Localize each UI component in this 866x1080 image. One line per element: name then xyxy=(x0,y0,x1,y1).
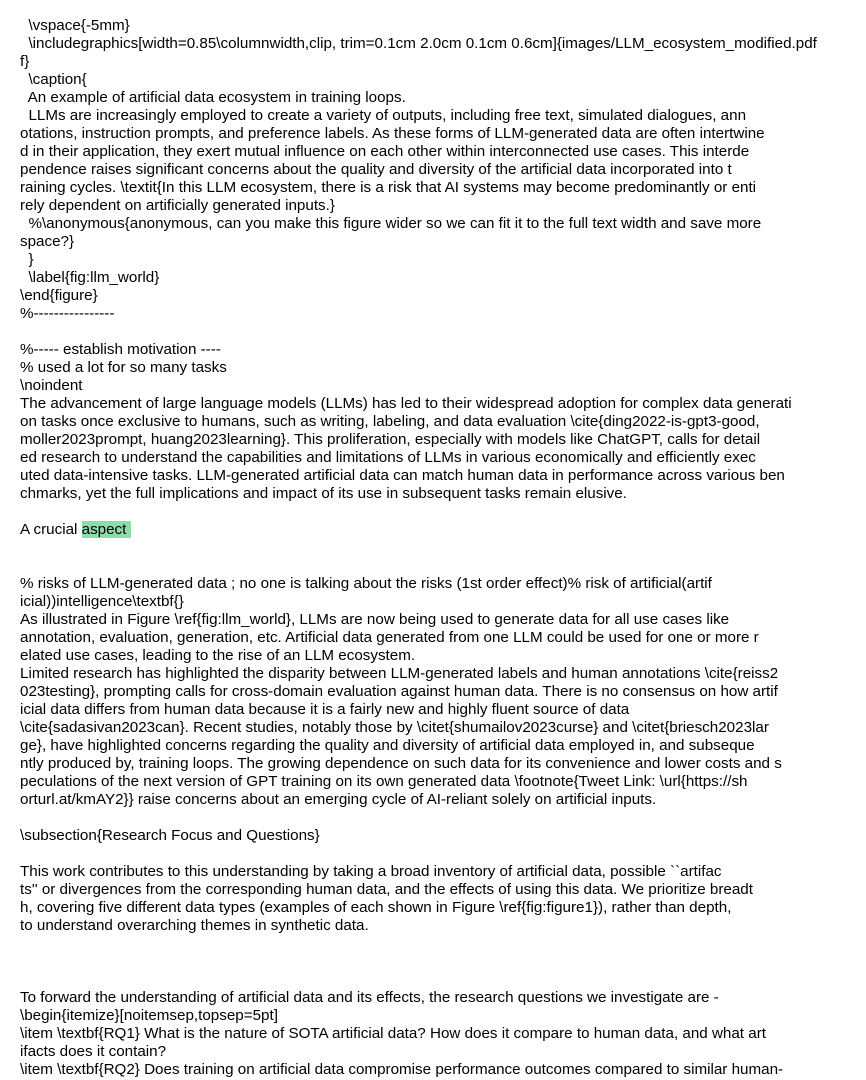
text-line[interactable] xyxy=(20,539,866,557)
text-line[interactable]: \label{fig:llm_world} xyxy=(20,269,160,286)
text-line[interactable]: \subsection{Research Focus and Questions} xyxy=(20,827,320,844)
text-line[interactable]: \end{figure} xyxy=(20,287,98,304)
text-line[interactable]: d in their application, they exert mutual influence on each other within interconnected use cases. This interde xyxy=(20,143,750,160)
text-line[interactable]: \noindent xyxy=(20,377,83,394)
text-line[interactable]: chmarks, yet the full implications and impact of its use in subsequent tasks remain elusive. xyxy=(20,485,627,502)
text-line[interactable]: ts'' or divergences from the corresponding human data, and the effects of using this data. We prioritize breadt xyxy=(20,881,753,898)
text-line[interactable]: otations, instruction prompts, and preference labels. As these forms of LLM-generated data are often intertwine xyxy=(20,125,765,142)
text-line[interactable]: \cite{sadasivan2023can}. Recent studies, notably those by \citet{shumailov2023curse} and \citet{briesch2023lar xyxy=(20,719,769,736)
text-line[interactable] xyxy=(20,845,866,863)
text-line[interactable]: Limited research has highlighted the disparity between LLM-generated labels and human annotations \cite{reiss2 xyxy=(20,665,779,682)
text-line[interactable]: moller2023prompt, huang2023learning}. This proliferation, especially with models like ChatGPT, calls for detail xyxy=(20,431,761,448)
text-line[interactable]: \vspace{-5mm} xyxy=(20,17,130,34)
text-line[interactable]: peculations of the next version of GPT training on its own generated data \footnote{Tweet Link: \url{https://sh xyxy=(20,773,748,790)
text-line[interactable]: ed research to understand the capabilities and limitations of LLMs in various economically and efficiently exec xyxy=(20,449,756,466)
text-line[interactable]: orturl.at/kmAY2}} raise concerns about an emerging cycle of AI-reliant solely on artificial inputs. xyxy=(20,791,657,808)
text-line[interactable]: An example of artificial data ecosystem in training loops. xyxy=(20,89,406,106)
text-line[interactable]: elated use cases, leading to the rise of an LLM ecosystem. xyxy=(20,647,416,664)
text-line[interactable]: } xyxy=(20,251,34,268)
text-line[interactable]: %---------------- xyxy=(20,305,115,322)
text-line[interactable] xyxy=(20,971,866,989)
highlighted-line-prefix: A crucial xyxy=(20,521,82,538)
text-line[interactable]: on tasks once exclusive to humans, such as writing, labeling, and data evaluation \cite{ding2022-is-gpt3-good, xyxy=(20,413,760,430)
text-line[interactable] xyxy=(20,521,866,539)
text-line[interactable]: \begin{itemize}[noitemsep,topsep=5pt] xyxy=(20,1007,278,1024)
text-line[interactable]: ifacts does it contain? xyxy=(20,1043,167,1060)
text-line[interactable]: icial))intelligence\textbf{} xyxy=(20,593,184,610)
text-line[interactable]: \includegraphics[width=0.85\columnwidth,clip, trim=0.1cm 2.0cm 0.1cm 0.6cm]{images/LLM_ecosystem_modified.pdf xyxy=(20,35,817,52)
text-line[interactable] xyxy=(20,953,866,971)
text-line[interactable] xyxy=(20,557,866,575)
text-line[interactable]: % risks of LLM-generated data ; no one is talking about the risks (1st order effect)% risk of artificial(artif xyxy=(20,575,712,592)
text-line[interactable] xyxy=(20,323,866,341)
text-line[interactable]: \caption{ xyxy=(20,71,87,88)
text-line[interactable]: % used a lot for so many tasks xyxy=(20,359,227,376)
text-line[interactable] xyxy=(20,935,866,953)
text-line[interactable]: \item \textbf{RQ2} Does training on artificial data compromise performance outcomes compared to similar human- xyxy=(20,1061,784,1078)
text-line[interactable]: ge}, have highlighted concerns regarding the quality and diversity of artificial data employed in, and subseque xyxy=(20,737,755,754)
text-line[interactable]: raining cycles. \textit{In this LLM ecosystem, there is a risk that AI systems may become predominantly or enti xyxy=(20,179,757,196)
latex-editor-text[interactable] xyxy=(20,17,866,1079)
text-line[interactable]: f} xyxy=(20,53,30,70)
text-line[interactable]: h, covering five different data types (examples of each shown in Figure \ref{fig:figure1}), rather than depth, xyxy=(20,899,732,916)
text-line[interactable]: The advancement of large language models (LLMs) has led to their widespread adoption for complex data generati xyxy=(20,395,792,412)
text-line[interactable]: %----- establish motivation ---- xyxy=(20,341,221,358)
text-line[interactable] xyxy=(20,809,866,827)
text-line[interactable]: to understand overarching themes in synthetic data. xyxy=(20,917,369,934)
text-line[interactable]: pendence raises significant concerns about the quality and diversity of the artificial data incorporated into t xyxy=(20,161,732,178)
text-line[interactable]: uted data-intensive tasks. LLM-generated artificial data can match human data in performance across various ben xyxy=(20,467,785,484)
text-line[interactable]: ntly produced by, training loops. The growing dependence on such data for its convenience and lower costs and s xyxy=(20,755,782,772)
text-line[interactable]: To forward the understanding of artificial data and its effects, the research questions we investigate are - xyxy=(20,989,719,1006)
text-selection-highlight[interactable]: aspect xyxy=(81,521,131,538)
text-line[interactable]: space?} xyxy=(20,233,75,250)
text-line[interactable]: As illustrated in Figure \ref{fig:llm_world}, LLMs are now being used to generate data for all use cases like xyxy=(20,611,730,628)
text-line[interactable]: rely dependent on artificially generated inputs.} xyxy=(20,197,335,214)
text-line[interactable]: 023testing}, prompting calls for cross-domain evaluation against human data. There is no consensus on how artif xyxy=(20,683,778,700)
text-line[interactable]: icial data differs from human data because it is a fairly new and highly fluent source of data xyxy=(20,701,630,718)
text-line[interactable]: annotation, evaluation, generation, etc. Artificial data generated from one LLM could be used for one or more r xyxy=(20,629,759,646)
text-line[interactable] xyxy=(20,503,866,521)
text-line[interactable]: \item \textbf{RQ1} What is the nature of SOTA artificial data? How does it compare to human data, and what art xyxy=(20,1025,766,1042)
text-line[interactable]: LLMs are increasingly employed to create a variety of outputs, including free text, simulated dialogues, ann xyxy=(20,107,747,124)
text-line[interactable]: This work contributes to this understanding by taking a broad inventory of artificial data, possible ``artifac xyxy=(20,863,722,880)
text-line[interactable]: %\anonymous{anonymous, can you make this figure wider so we can fit it to the full text width and save more xyxy=(20,215,762,232)
